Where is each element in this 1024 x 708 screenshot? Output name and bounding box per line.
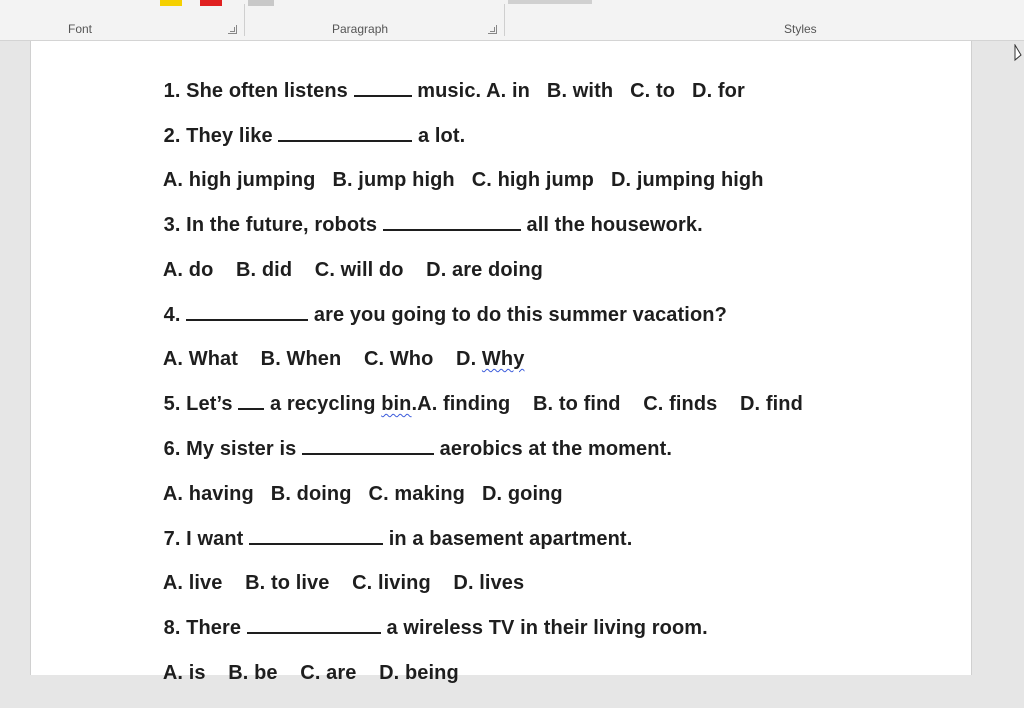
text-cursor-icon bbox=[1014, 44, 1022, 62]
options-text: A. having B. doing C. making D. going bbox=[162, 483, 563, 505]
ribbon bbox=[0, 0, 1024, 41]
question-text: music. A. in B. with C. to D. for bbox=[411, 80, 745, 102]
question-text: 2. They like bbox=[163, 125, 279, 147]
document-page[interactable] bbox=[30, 41, 972, 684]
answer-blank bbox=[247, 618, 381, 634]
answer-blank bbox=[302, 439, 434, 455]
question-text: 7. I want bbox=[163, 528, 250, 550]
spelling-error-word[interactable]: Why bbox=[481, 348, 525, 370]
answer-blank bbox=[249, 529, 383, 545]
options-8 bbox=[141, 639, 459, 708]
question-text: a lot. bbox=[412, 125, 466, 147]
font-group-label: Font bbox=[68, 22, 93, 36]
question-text: 1. She often listens bbox=[163, 80, 354, 102]
paragraph-dialog-launcher-icon[interactable] bbox=[488, 25, 497, 34]
paragraph-group-label: Paragraph bbox=[332, 22, 389, 36]
options-text: A. is B. be C. are D. being bbox=[162, 662, 459, 684]
question-text: 6. My sister is bbox=[163, 438, 302, 460]
styles-group-label: Styles bbox=[784, 22, 817, 36]
question-text: are you going to do this summer vacation? bbox=[308, 304, 727, 326]
options-text: A. What B. When C. Who D. bbox=[162, 348, 482, 370]
font-dialog-launcher-icon[interactable] bbox=[228, 25, 237, 34]
question-text: a recycling bbox=[264, 393, 382, 415]
options-text: A. do B. did C. will do D. are doing bbox=[162, 259, 543, 281]
answer-blank bbox=[383, 215, 521, 231]
question-text: 8. There bbox=[163, 617, 247, 639]
ribbon-highlight-swatch[interactable] bbox=[160, 0, 182, 6]
question-text: 3. In the future, robots bbox=[163, 214, 383, 236]
question-text: .A. finding B. to find C. finds D. find bbox=[411, 393, 803, 415]
options-text: A. high jumping B. jump high C. high jump D. jumping high bbox=[162, 169, 764, 191]
answer-blank bbox=[186, 305, 308, 321]
options-text: A. live B. to live C. living D. lives bbox=[162, 572, 525, 594]
question-text: all the housework. bbox=[520, 214, 703, 236]
question-text: 4. bbox=[163, 304, 187, 326]
question-text: aerobics at the moment. bbox=[433, 438, 672, 460]
ribbon-styles-gallery[interactable] bbox=[508, 0, 592, 4]
question-text: 5. Let’s bbox=[163, 393, 239, 415]
ribbon-font-color-swatch[interactable] bbox=[200, 0, 222, 6]
answer-blank bbox=[238, 394, 264, 410]
question-text: a wireless TV in their living room. bbox=[380, 617, 708, 639]
group-separator bbox=[504, 4, 505, 36]
answer-blank bbox=[278, 126, 412, 142]
group-separator bbox=[244, 4, 245, 36]
ribbon-style-gallery-top[interactable] bbox=[248, 0, 274, 6]
answer-blank bbox=[354, 81, 412, 97]
question-text: in a basement apartment. bbox=[383, 528, 633, 550]
spelling-error-word[interactable]: bin bbox=[381, 393, 412, 415]
